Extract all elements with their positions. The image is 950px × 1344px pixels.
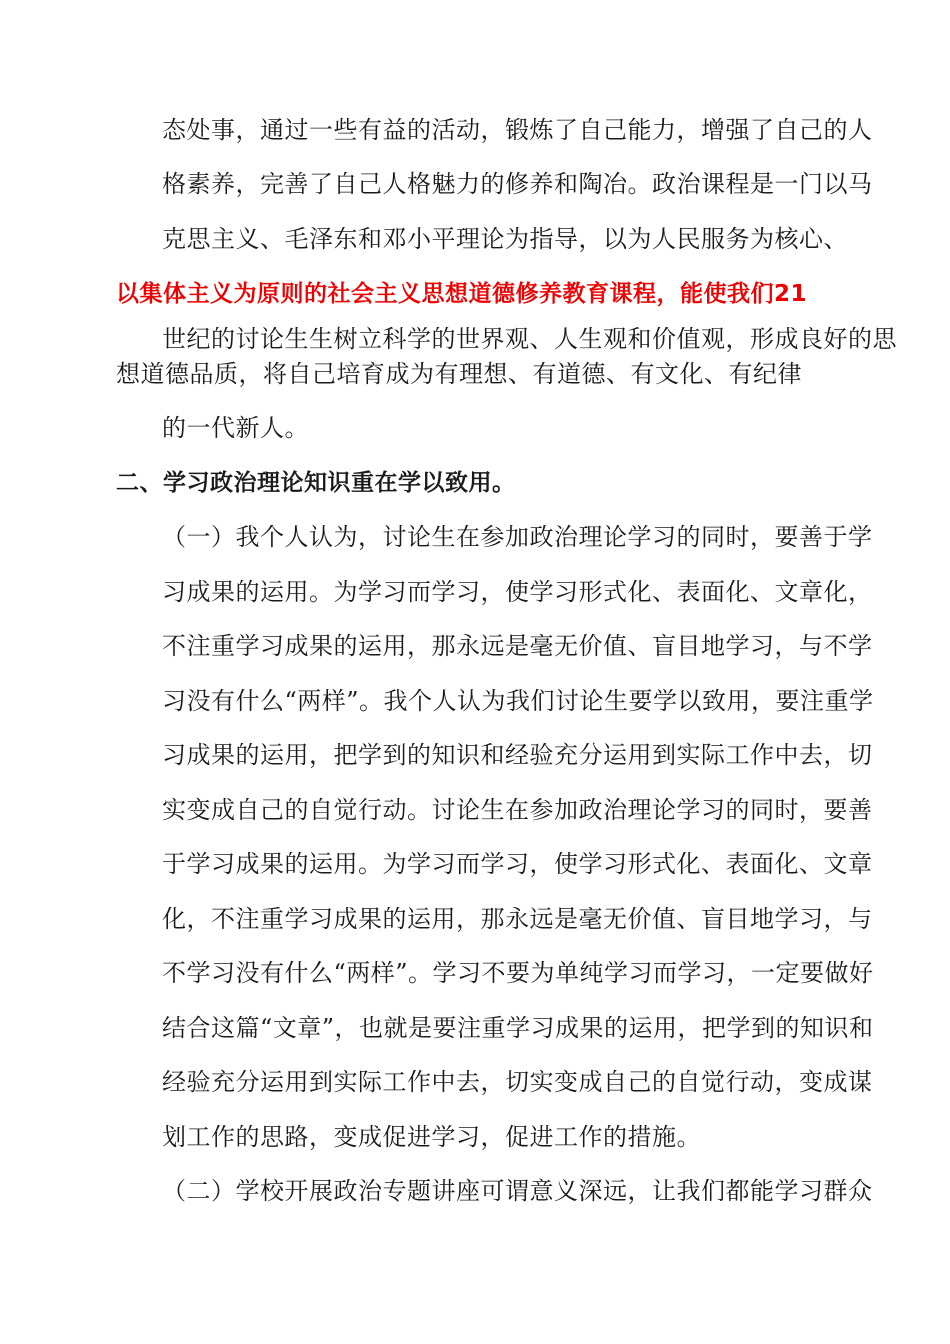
text-line: 习成果的运用，把学到的知识和经验充分运用到实际工作中去，切 xyxy=(162,741,873,769)
text-line: 习成果的运用。为学习而学习，使学习形式化、表面化、文章化， xyxy=(162,578,873,606)
highlighted-text-line: 以集体主义为原则的社会主义思想道德修养教育课程，能使我们21 xyxy=(116,281,808,307)
text-line: 习没有什么“两样”。我个人认为我们讨论生要学以致用，要注重学 xyxy=(162,687,874,715)
text-line: 想道德品质，将自己培育成为有理想、有道德、有文化、有纪律 xyxy=(116,360,802,388)
text-line: 态处事，通过一些有益的活动，锻炼了自己能力，增强了自己的人 xyxy=(162,116,873,144)
text-line: 化，不注重学习成果的运用，那永远是毫无价值、盲目地学习，与 xyxy=(162,905,873,933)
text-line: （二）学校开展政治专题讲座可谓意义深远，让我们都能学习群众 xyxy=(162,1177,873,1205)
text-line: 实变成自己的自觉行动。讨论生在参加政治理论学习的同时，要善 xyxy=(162,796,873,824)
text-line: 于学习成果的运用。为学习而学习，使学习形式化、表面化、文章 xyxy=(162,850,873,878)
text-line: 经验充分运用到实际工作中去，切实变成自己的自觉行动，变成谋 xyxy=(162,1068,873,1096)
text-line: 的一代新人。 xyxy=(162,414,309,442)
text-line: 世纪的讨论生生树立科学的世界观、人生观和价值观，形成良好的思 xyxy=(162,325,897,353)
text-line: （一）我个人认为，讨论生在参加政治理论学习的同时，要善于学 xyxy=(162,523,873,551)
text-line: 不学习没有什么“两样”。学习不要为单纯学习而学习，一定要做好 xyxy=(162,959,874,987)
text-line: 结合这篇“文章”，也就是要注重学习成果的运用，把学到的知识和 xyxy=(162,1014,874,1042)
text-line: 格素养，完善了自己人格魅力的修养和陶冶。政治课程是一门以马 xyxy=(162,170,873,198)
text-line: 划工作的思路，变成促进学习，促进工作的措施。 xyxy=(162,1123,701,1151)
section-heading: 二、学习政治理论知识重在学以致用。 xyxy=(116,470,516,496)
text-line: 不注重学习成果的运用，那永远是毫无价值、盲目地学习，与不学 xyxy=(162,632,873,660)
text-line: 克思主义、毛泽东和邓小平理论为指导，以为人民服务为核心、 xyxy=(162,225,848,253)
